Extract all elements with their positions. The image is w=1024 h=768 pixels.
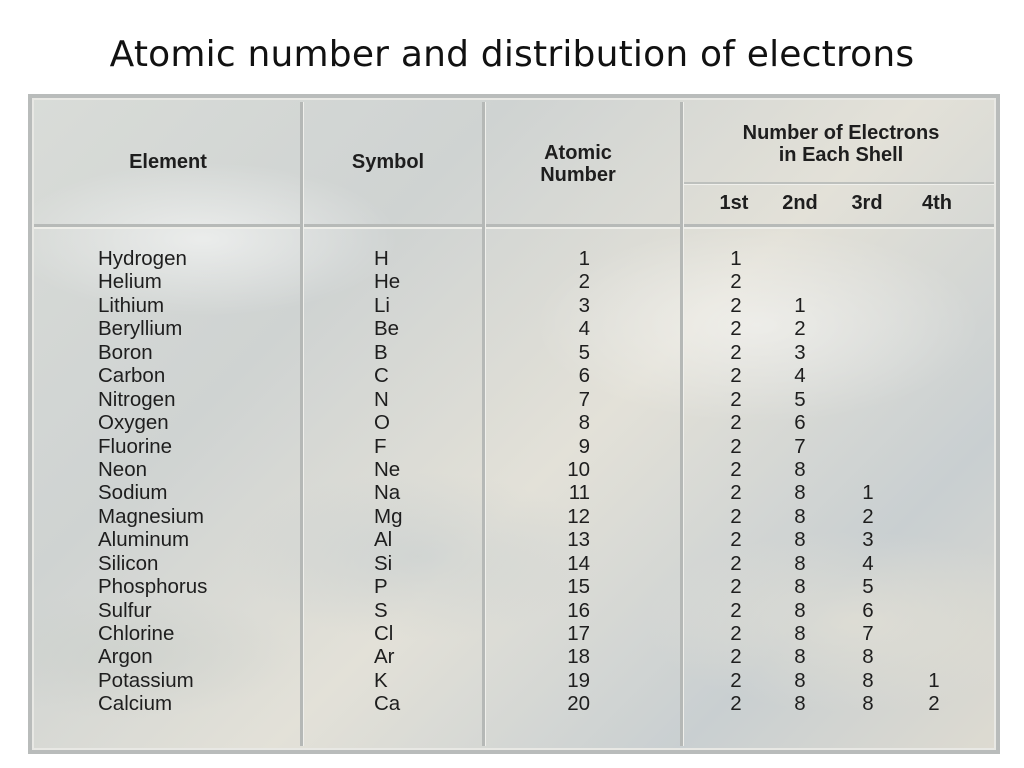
shell-2nd-count: 7 xyxy=(794,434,806,458)
shell-3rd-count: 6 xyxy=(862,598,874,622)
shell-3rd-count xyxy=(854,317,882,340)
shell-1st-count: 2 xyxy=(730,340,742,364)
atomic-number: 1 xyxy=(578,247,590,270)
shell-1st-count: 2 xyxy=(730,434,742,458)
atomic-number: 3 xyxy=(578,293,590,317)
atomic-number: 10 xyxy=(567,457,590,481)
header-element: Element xyxy=(129,151,207,173)
atomic-number: 11 xyxy=(568,481,590,505)
shell-1st-count: 2 xyxy=(730,645,742,669)
element-name: Silicon xyxy=(98,551,159,575)
shell-3rd-count xyxy=(854,270,882,293)
element-symbol: P xyxy=(374,575,388,599)
shell-4th-count xyxy=(920,528,948,551)
shell-2nd-count: 8 xyxy=(794,457,806,481)
shell-3rd-count: 8 xyxy=(862,645,874,669)
shell-1st-count: 2 xyxy=(730,551,742,575)
shell-2nd-count: 8 xyxy=(794,551,806,575)
header-electrons-per-shell xyxy=(696,122,986,166)
shell-4th-count xyxy=(920,247,948,270)
atomic-number: 18 xyxy=(567,645,590,669)
element-name: Sulfur xyxy=(98,598,152,622)
header-electrons-line1: Number of Electrons xyxy=(742,122,940,144)
shell-1st-count: 2 xyxy=(730,622,742,645)
shell-1st-column xyxy=(722,247,750,716)
element-column xyxy=(98,247,268,716)
shell-4th-count xyxy=(920,599,948,622)
element-symbol: Be xyxy=(374,317,400,341)
shell-1st-count: 2 xyxy=(730,692,742,716)
shell-3rd-count: 2 xyxy=(862,504,874,528)
shell-header-divider xyxy=(684,182,994,184)
shell-4th-column xyxy=(920,247,948,716)
shell-1st-count: 2 xyxy=(730,387,742,411)
element-name: Carbon xyxy=(98,364,166,388)
shell-3rd-count: 8 xyxy=(862,692,874,716)
atomic-number: 16 xyxy=(567,598,590,622)
shell-4th-count xyxy=(920,411,948,434)
shell-4th-count xyxy=(920,458,948,481)
shell-2nd-count: 8 xyxy=(794,598,806,622)
atomic-number: 17 xyxy=(567,622,590,645)
shell-1st-count: 2 xyxy=(730,575,742,599)
shell-1st-count: 2 xyxy=(730,457,742,481)
shell-1st-count: 2 xyxy=(730,411,742,435)
shell-4th-count xyxy=(920,552,948,575)
shell-2nd-count: 8 xyxy=(794,575,806,599)
shell-2nd-count xyxy=(786,270,814,293)
element-name: Potassium xyxy=(98,668,194,692)
shell-2nd-count: 8 xyxy=(794,481,806,505)
element-name: Sodium xyxy=(98,481,168,505)
shell-3rd-count xyxy=(854,247,882,270)
element-symbol: Ca xyxy=(374,692,401,716)
shell-2nd-count: 8 xyxy=(794,645,806,669)
element-symbol: He xyxy=(374,270,401,294)
shell-3rd-count xyxy=(854,294,882,317)
shell-1st-count: 2 xyxy=(730,668,742,692)
shell-1st-count: 2 xyxy=(730,481,742,505)
element-name: Hydrogen xyxy=(98,247,187,270)
element-name: Chlorine xyxy=(98,622,175,645)
shell-3rd-count xyxy=(854,458,882,481)
shell-1st-count: 2 xyxy=(730,317,742,341)
shell-2nd-count: 6 xyxy=(794,411,806,435)
element-name: Nitrogen xyxy=(98,387,176,411)
shell-4th-count: 1 xyxy=(928,668,940,692)
header-atomic-number-line2: Number xyxy=(540,164,616,186)
shell-1st-count: 2 xyxy=(730,504,742,528)
shell-2nd-count: 8 xyxy=(794,504,806,528)
shell-2nd-count: 8 xyxy=(794,692,806,716)
atomic-number: 19 xyxy=(567,668,590,692)
atomic-number: 20 xyxy=(567,692,590,716)
element-symbol: Li xyxy=(374,293,390,317)
shell-3rd-count xyxy=(854,364,882,387)
shell-4th-count xyxy=(920,341,948,364)
shell-4th-count xyxy=(920,645,948,668)
atomic-number-column xyxy=(528,247,590,716)
shell-3rd-count xyxy=(854,435,882,458)
element-symbol: Al xyxy=(374,528,393,552)
shell-2nd-count: 3 xyxy=(794,340,806,364)
shell-4th-count xyxy=(920,622,948,645)
shell-4th-count xyxy=(920,294,948,317)
header-shell-2nd: 2nd xyxy=(782,192,818,214)
element-symbol: Na xyxy=(374,481,401,505)
atomic-number: 14 xyxy=(567,551,590,575)
column-divider xyxy=(300,102,303,746)
element-symbol: Ar xyxy=(374,645,395,669)
element-name: Argon xyxy=(98,645,153,669)
shell-2nd-count: 5 xyxy=(794,387,806,411)
shell-3rd-column xyxy=(854,247,882,716)
shell-2nd-count: 8 xyxy=(794,668,806,692)
element-name: Lithium xyxy=(98,293,165,317)
element-name: Neon xyxy=(98,457,148,481)
atomic-number: 2 xyxy=(578,270,590,294)
shell-3rd-count xyxy=(854,411,882,434)
header-shell-1st: 1st xyxy=(719,192,749,214)
shell-2nd-count: 2 xyxy=(794,317,806,341)
atomic-number: 6 xyxy=(578,364,590,388)
shell-1st-count: 2 xyxy=(730,598,742,622)
element-name: Calcium xyxy=(98,692,173,716)
shell-4th-count xyxy=(920,435,948,458)
shell-3rd-count: 5 xyxy=(862,575,874,599)
shell-3rd-count: 4 xyxy=(862,551,874,575)
element-symbol: K xyxy=(374,668,388,692)
column-divider xyxy=(680,102,683,746)
header-symbol: Symbol xyxy=(351,151,425,173)
atomic-number: 9 xyxy=(578,434,590,458)
header-shell-4th: 4th xyxy=(922,192,952,214)
shell-4th-count xyxy=(920,364,948,387)
atomic-number: 15 xyxy=(567,575,590,599)
atomic-number: 4 xyxy=(578,317,590,341)
atomic-number: 8 xyxy=(578,411,590,435)
shell-2nd-count xyxy=(786,247,814,270)
shell-1st-count: 1 xyxy=(730,247,742,270)
header-shell-3rd: 3rd xyxy=(851,192,883,214)
slide-title: Atomic number and distribution of electrons xyxy=(109,34,915,75)
header-atomic-number xyxy=(508,142,648,186)
element-symbol: B xyxy=(374,340,388,364)
shell-4th-count xyxy=(920,481,948,504)
atomic-number: 12 xyxy=(567,504,590,528)
element-name: Oxygen xyxy=(98,411,169,435)
element-symbol: O xyxy=(374,411,390,435)
shell-4th-count: 2 xyxy=(928,692,940,716)
element-symbol: Ne xyxy=(374,457,401,481)
element-symbol: Mg xyxy=(374,504,403,528)
element-name: Beryllium xyxy=(98,317,183,341)
element-symbol: S xyxy=(374,598,388,622)
element-name: Fluorine xyxy=(98,434,173,458)
shell-3rd-count: 3 xyxy=(862,528,874,552)
element-name: Helium xyxy=(98,270,162,294)
element-symbol: Si xyxy=(374,551,393,575)
element-symbol: F xyxy=(374,434,387,458)
element-symbol: H xyxy=(374,247,389,270)
electron-table xyxy=(28,94,1000,754)
shell-2nd-count: 8 xyxy=(794,622,806,645)
shell-4th-count xyxy=(920,388,948,411)
shell-3rd-count: 1 xyxy=(862,481,874,505)
shell-3rd-count xyxy=(854,388,882,411)
shell-2nd-count: 8 xyxy=(794,528,806,552)
shell-4th-count xyxy=(920,270,948,293)
element-name: Phosphorus xyxy=(98,575,208,599)
shell-4th-count xyxy=(920,317,948,340)
atomic-number: 7 xyxy=(578,387,590,411)
shell-3rd-count: 7 xyxy=(862,622,874,645)
element-name: Aluminum xyxy=(98,528,190,552)
shell-2nd-count: 4 xyxy=(794,364,806,388)
element-symbol: C xyxy=(374,364,389,388)
element-symbol: N xyxy=(374,387,389,411)
shell-4th-count xyxy=(920,575,948,598)
element-name: Magnesium xyxy=(98,504,204,528)
shell-2nd-count: 1 xyxy=(794,293,806,317)
atomic-number: 13 xyxy=(567,528,590,552)
header-electrons-line2: in Each Shell xyxy=(778,144,904,166)
shell-1st-count: 2 xyxy=(730,293,742,317)
shell-1st-count: 2 xyxy=(730,270,742,294)
element-symbol: Cl xyxy=(374,622,394,645)
shell-3rd-count xyxy=(854,341,882,364)
shell-4th-count xyxy=(920,505,948,528)
shell-3rd-count: 8 xyxy=(862,668,874,692)
symbol-column xyxy=(374,247,434,716)
header-atomic-number-line1: Atomic xyxy=(544,142,612,164)
shell-2nd-column xyxy=(786,247,814,716)
shell-1st-count: 2 xyxy=(730,528,742,552)
shell-1st-count: 2 xyxy=(730,364,742,388)
column-divider xyxy=(482,102,485,746)
element-name: Boron xyxy=(98,340,153,364)
atomic-number: 5 xyxy=(578,340,590,364)
